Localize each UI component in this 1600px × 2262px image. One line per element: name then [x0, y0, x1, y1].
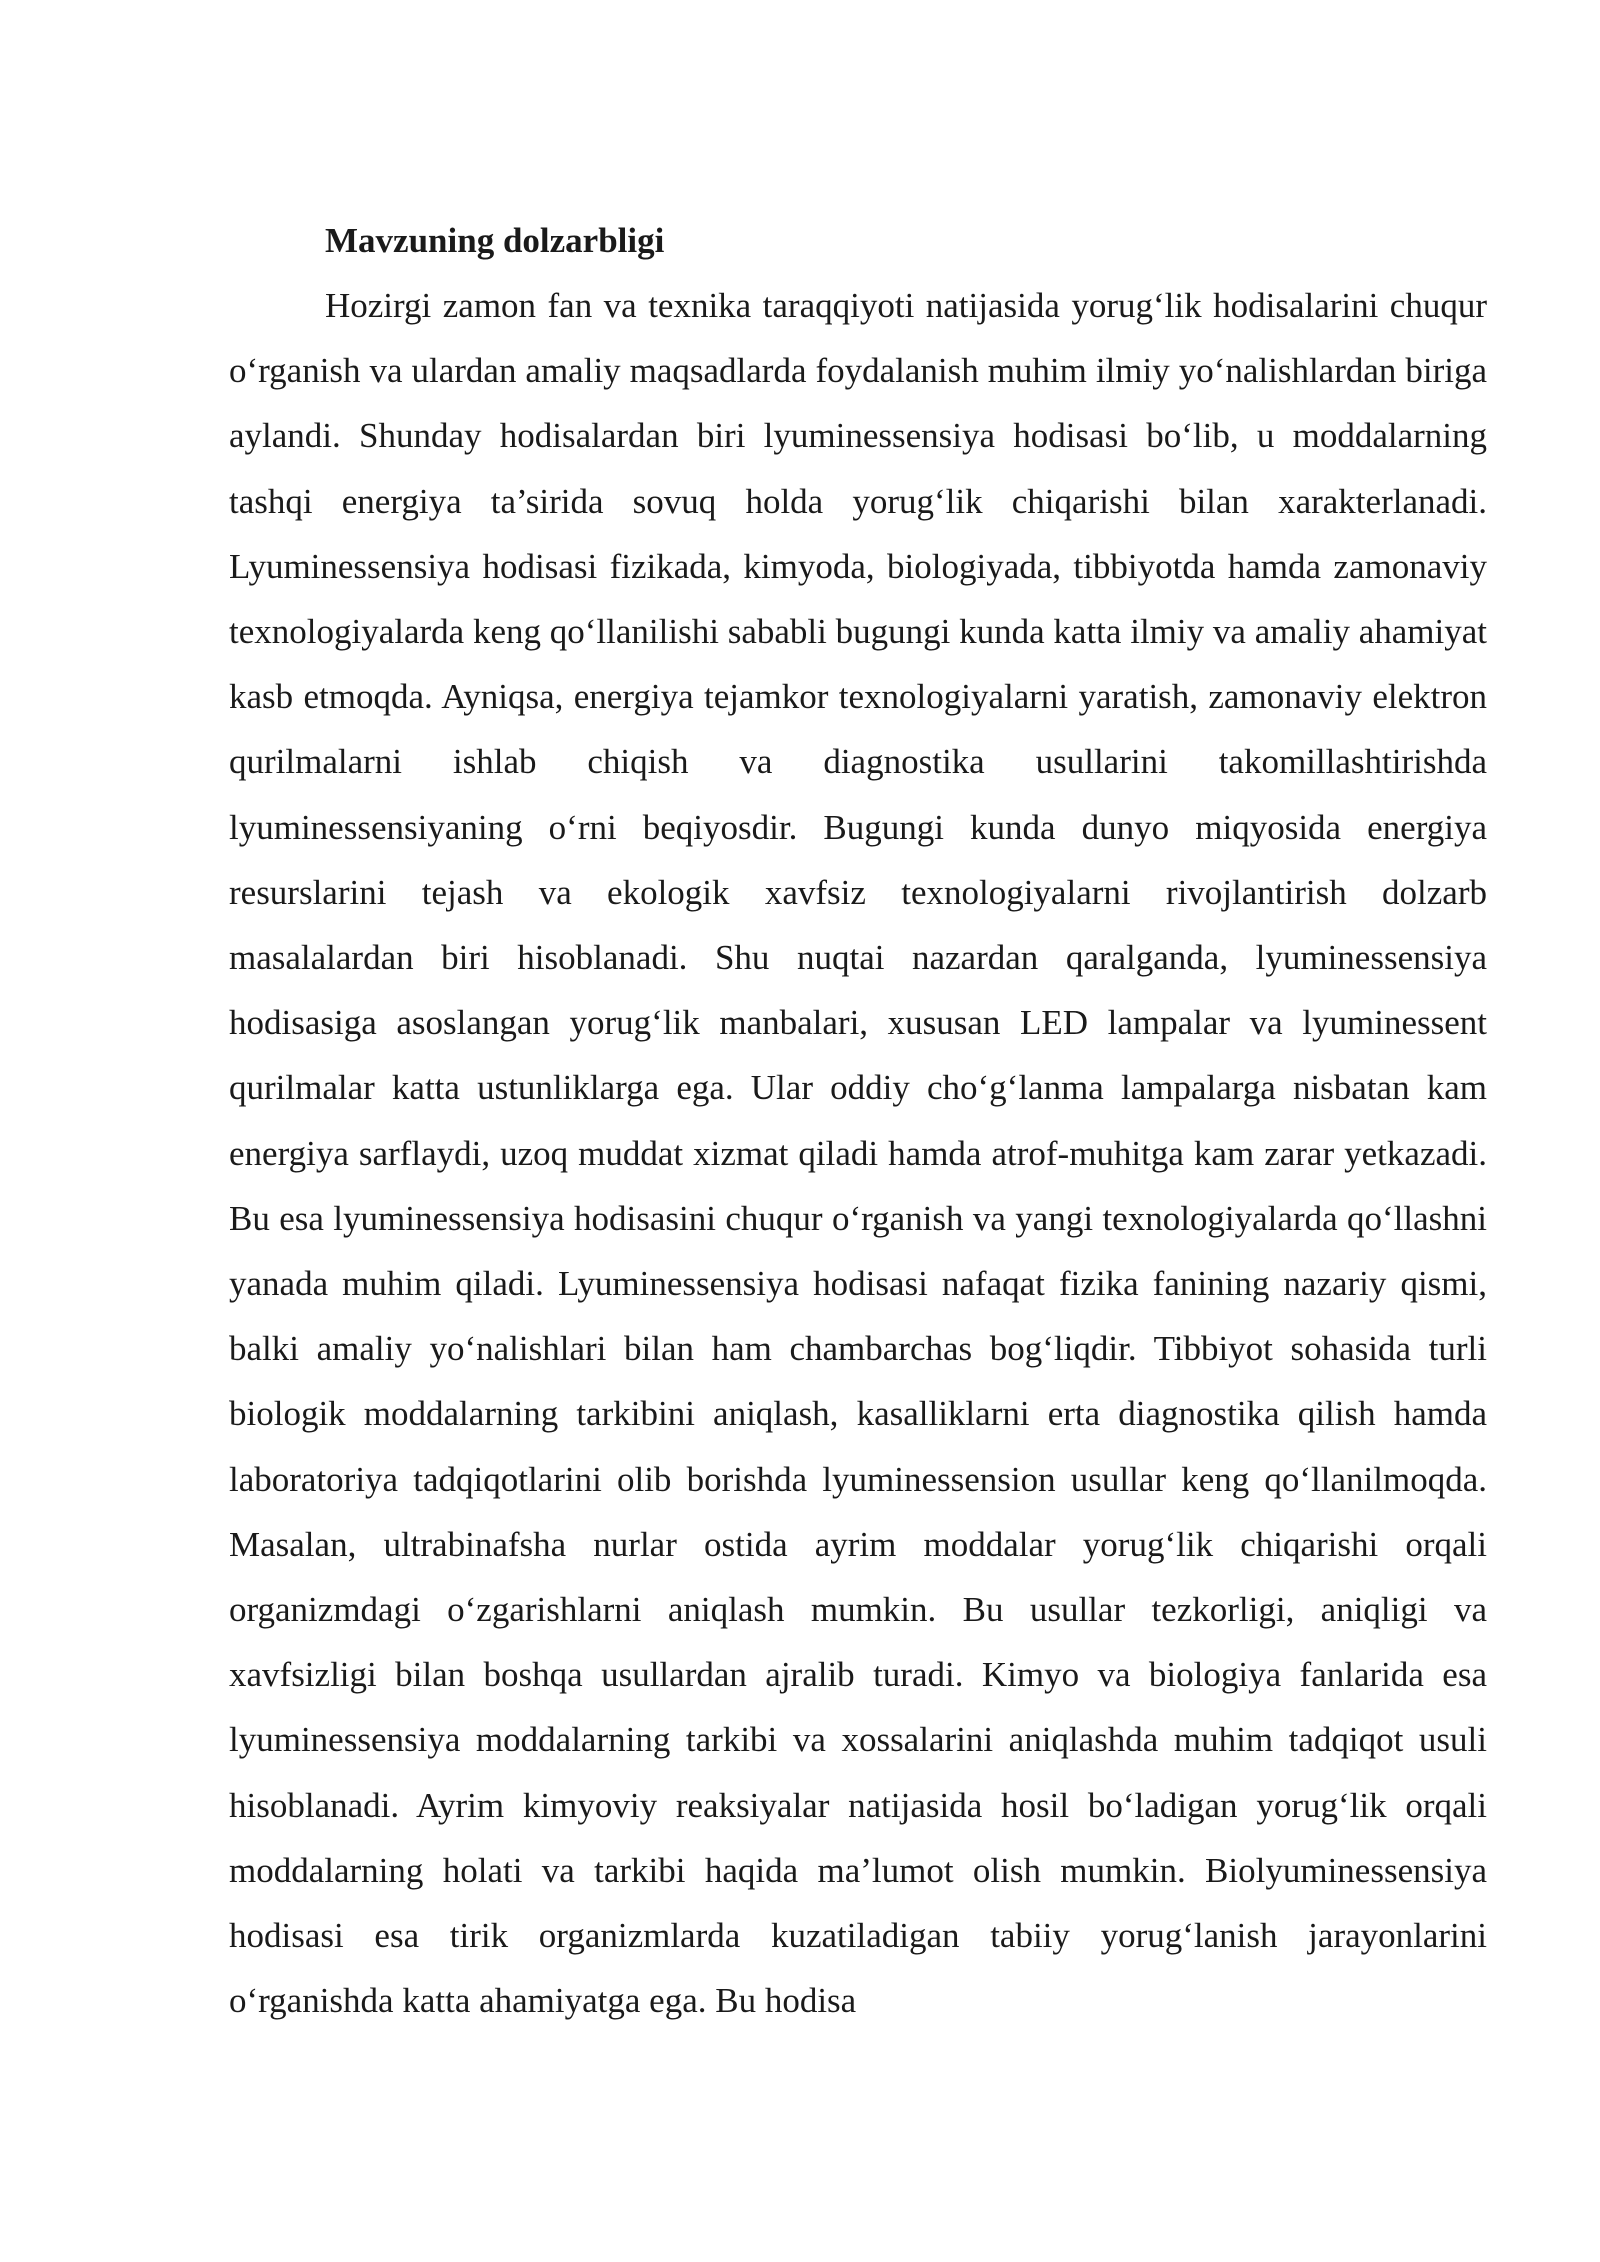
body-paragraph: Hozirgi zamon fan va texnika taraqqiyoti natijasida yorug‘lik hodisalarini chuqur o‘rganish va ulardan amaliy maqsadlarda foydalanish muhim ilmiy yo‘nalishlardan biriga aylandi. Shunday hodisalardan biri lyuminessensiya hodisasi bo‘lib, u moddalarning tashqi energiya ta’sirida sovuq holda yorug‘lik chiqarishi bilan xarakterlanadi. Lyuminessensiya hodisasi fizikada, kimyoda, biologiyada, tibbiyotda hamda zamonaviy texnologiyalarda keng qo‘llanilishi sababli bugungi kunda katta ilmiy va amaliy ahamiyat kasb etmoqda. Ayniqsa, energiya tejamkor texnologiyalarni yaratish, zamonaviy elektron qurilmalarni ishlab chiqish va diagnostika usullarini takomillashtirishda lyuminessensiyaning o‘rni beqiyosdir. Bugungi kunda dunyo miqyosida energiya resurslarini tejash va ekologik xavfsiz texnologiyalarni rivojlantirish dolzarb masalalardan biri hisoblanadi. Shu nuqtai nazardan qaralganda, lyuminessensiya hodisasiga asoslangan yorug‘lik manbalari, xususan LED lampalar va lyuminessent qurilmalar katta ustunliklarga ega. Ular oddiy cho‘g‘lanma lampalarga nisbatan kam energiya sarflaydi, uzoq muddat xizmat qiladi hamda atrof-muhitga kam zarar yetkazadi. Bu esa lyuminessensiya hodisasini chuqur o‘rganish va yangi texnologiyalarda qo‘llashni yanada muhim qiladi. Lyuminessensiya hodisasi nafaqat fizika fanining nazariy qismi, balki amaliy yo‘nalishlari bilan ham chambarchas bog‘liqdir. Tibbiyot sohasida turli biologik moddalarning tarkibini aniqlash, kasalliklarni erta diagnostika qilish hamda laboratoriya tadqiqotlarini olib borishda lyuminessension usullar keng qo‘llanilmoqda. Masalan, ultrabinafsha nurlar ostida ayrim moddalar yorug‘lik chiqarishi orqali organizmdagi o‘zgarishlarni aniqlash mumkin. Bu usullar tezkorligi, aniqligi va xavfsizligi bilan boshqa usullardan ajralib turadi. Kimyo va biologiya fanlarida esa lyuminessensiya moddalarning tarkibi va xossalarini aniqlashda muhim tadqiqot usuli hisoblanadi. Ayrim kimyoviy reaksiyalar natijasida hosil bo‘ladigan yorug‘lik orqali moddalarning holati va tarkibi haqida ma’lumot olish mumkin. Biolyuminessensiya hodisasi esa tirik organizmlarda kuzatiladigan tabiiy yorug‘lanish jarayonlarini o‘rganishda katta ahamiyatga ega. Bu hodisa [229, 286, 1487, 2021]
section-heading: Mavzuning dolzarbligi [325, 221, 665, 260]
page-content [229, 208, 1487, 2033]
